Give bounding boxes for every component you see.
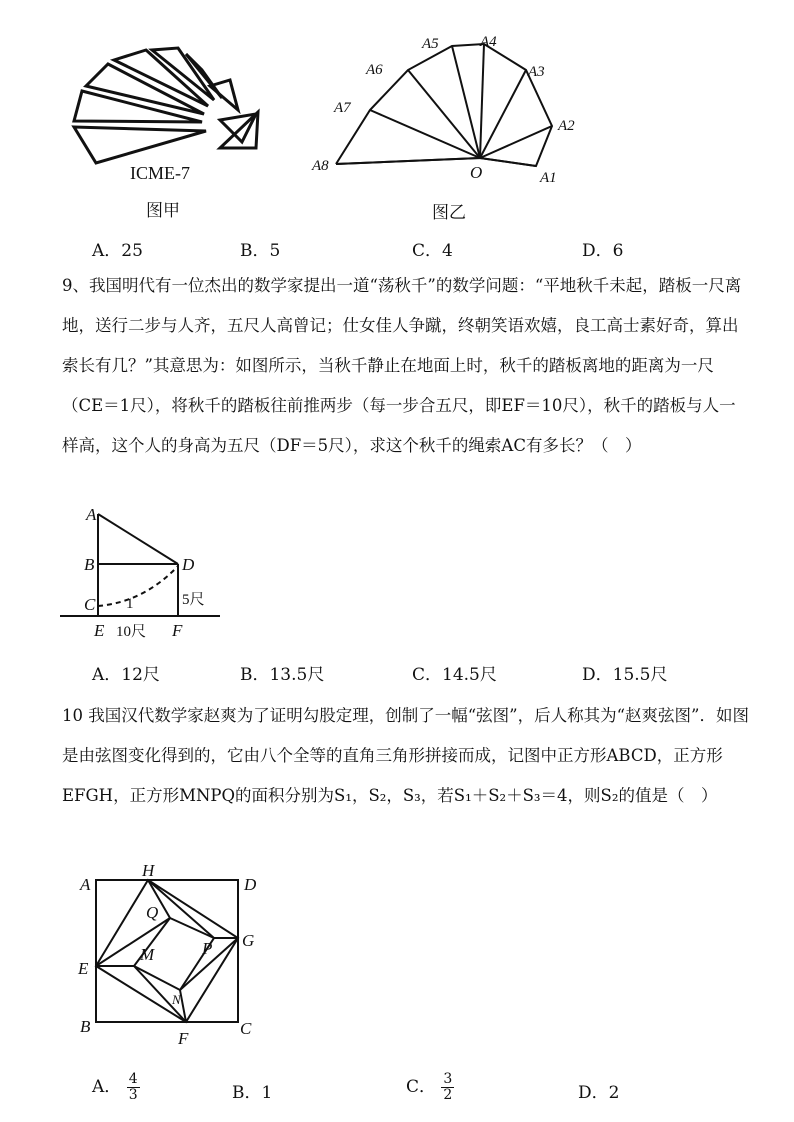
figure-swing-drawing [60,500,250,650]
q10-option-c-letter: C． [406,1077,437,1097]
swing-label-a: A [86,505,97,524]
swing-label-f: F [172,621,183,640]
xiantu-label-p: P [202,939,213,958]
label-a3: A3 [528,64,545,80]
xiantu-label-q: Q [146,903,159,922]
label-a8: A8 [312,158,329,174]
swing-label-c: C [84,595,96,614]
q8-option-b[interactable]: B．5 [240,241,281,261]
q8-option-a[interactable]: A．25 [92,241,143,261]
label-a2: A2 [558,118,575,134]
label-a7: A7 [334,100,351,116]
label-a6: A6 [366,62,383,78]
xiantu-label-h: H [142,862,155,880]
xiantu-label-d: D [244,875,257,894]
figure-yi-caption: 图乙 [432,203,466,223]
swing-label-ten: 10尺 [116,624,147,640]
figure-jia-caption: 图甲 [146,201,180,221]
label-a5: A5 [422,36,439,52]
q9-option-a[interactable]: A．12尺 [92,665,160,685]
q10-option-c[interactable] [406,1072,454,1103]
figure-xiantu-drawing [74,862,274,1052]
label-a4: A4 [480,34,497,50]
q9-option-c[interactable]: C．14.5尺 [412,665,497,685]
swing-label-e: E [94,621,105,640]
q10-option-a-letter: A． [92,1077,122,1097]
xiantu-label-e: E [78,959,89,978]
q9-option-b[interactable]: B．13.5尺 [240,665,325,685]
xiantu-label-f: F [178,1029,189,1048]
figure-jia-title: ICME-7 [130,163,190,183]
q9-text: 9、我国明代有一位杰出的数学家提出一道“荡秋千”的数学问题：“平地秋千未起，踏板一尺离地，送行二步与人齐，五尺人高曾记；仕女佳人争蹴，终朝笑语欢嬉，良工高士素好奇，算出索长有几？”其意思为：如图所示，当秋千静止在地面上时，秋千的踏板离地的距离为一尺（CE＝1尺），将秋千的踏板往前推两步（每一步合五尺，即EF＝10尺），秋千的踏板与人一样高，这个人的身高为五尺（DF＝5尺），求这个秋千的绳索AC有多长？（ ） [62,276,742,455]
q10-option-c-fraction [441,1072,454,1103]
xiantu-label-b: B [80,1017,91,1036]
xiantu-label-a: A [80,875,91,894]
swing-label-b: B [84,555,95,574]
xiantu-label-n: N [172,992,181,1007]
swing-label-d: D [182,555,195,574]
figure-yi [300,30,590,230]
q9-option-d[interactable]: D．15.5尺 [582,665,668,685]
figure-swing [60,500,250,650]
swing-label-five: 5尺 [182,592,205,608]
xiantu-label-m: M [140,945,155,964]
q10-option-a-fraction [127,1072,140,1103]
xiantu-label-g: G [242,931,255,950]
q10-option-a[interactable] [92,1072,140,1103]
swing-label-one: 1 [126,596,134,612]
q8-option-d[interactable]: D．6 [582,241,624,261]
q10-option-c-denominator: 2 [443,1087,453,1103]
label-a1: A1 [540,170,557,186]
q10-option-a-denominator: 3 [128,1087,138,1103]
q10-option-c-numerator: 3 [443,1071,453,1087]
xiantu-label-c: C [240,1019,252,1038]
q10-option-b[interactable]: B．1 [232,1083,273,1103]
figure-jia [60,36,280,226]
q10-option-d[interactable]: D．2 [578,1083,620,1103]
figure-xiantu [74,862,274,1052]
q8-option-c[interactable]: C．4 [412,241,453,261]
label-o: O [470,163,483,182]
q10-text: 10 我国汉代数学家赵爽为了证明勾股定理，创制了一幅“弦图”，后人称其为“赵爽弦图”．如图是由弦图变化得到的，它由八个全等的直角三角形拼接而成，记图中正方形ABCD，正方形EFGH，正方形MNPQ的面积分别为S₁，S₂，S₃，若S₁＋S₂＋S₃＝4，则S₂的值是（ ） [62,706,749,805]
q10-option-a-numerator: 4 [128,1071,138,1087]
